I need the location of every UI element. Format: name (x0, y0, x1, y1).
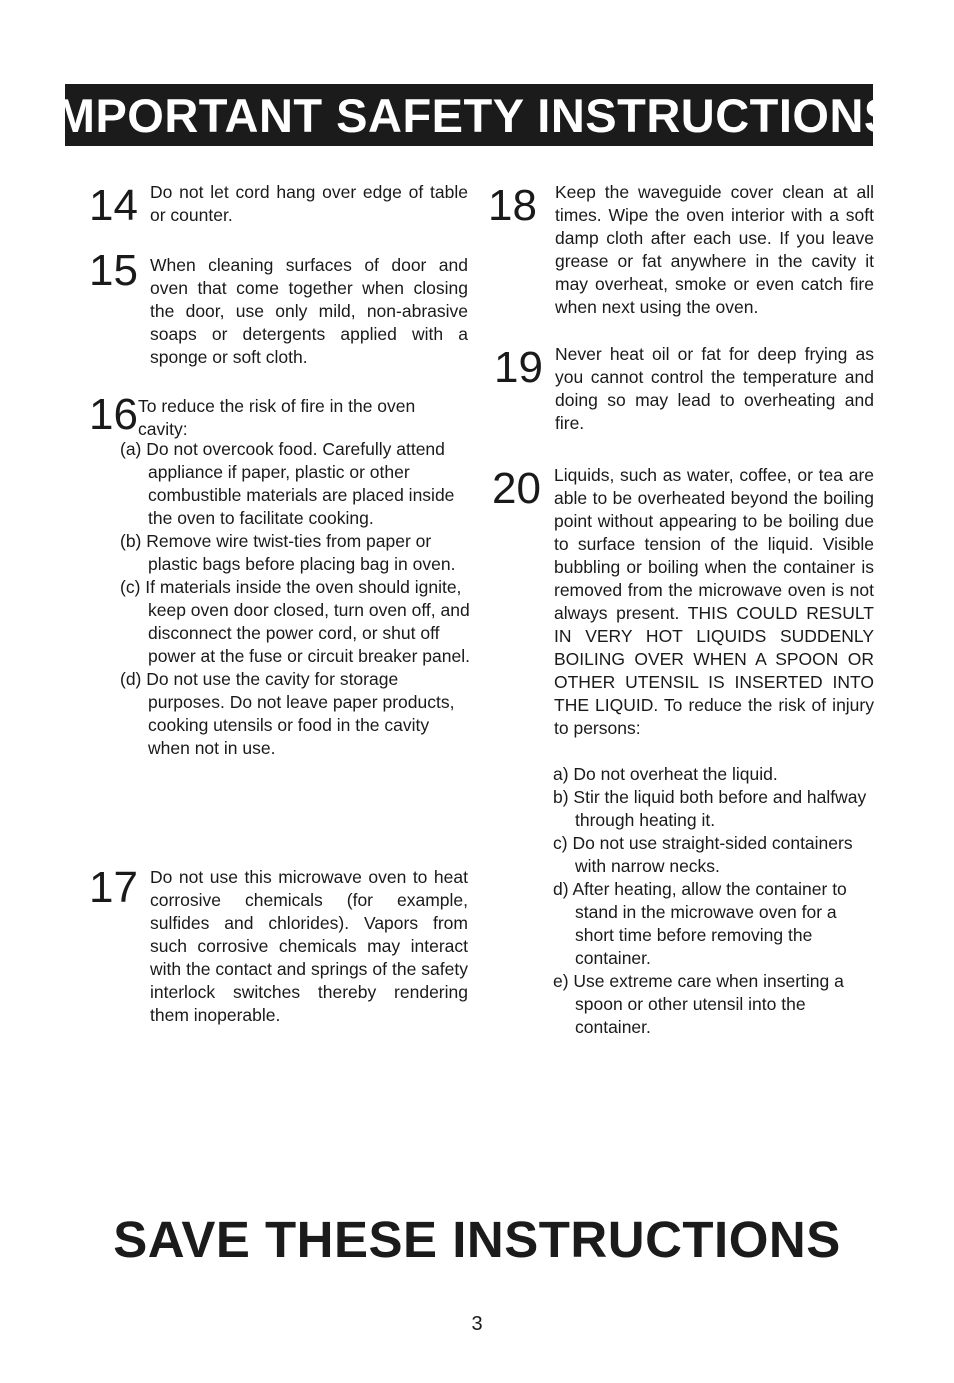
item-number-17: 17 (89, 863, 138, 912)
item-number-19: 19 (494, 343, 543, 392)
item-text-16-line: To reduce the risk of fire in the oven cavity: (138, 396, 416, 439)
item-text-16 (138, 395, 468, 441)
item-number-14: 14 (89, 181, 138, 230)
subitem-20d: d) After heating, allow the container to stand in the microwave oven for a short time before removing the container. (553, 879, 847, 968)
item-16-subitems (120, 438, 470, 760)
item-text-19: Never heat oil or fat for deep frying as you cannot control the temperature and doing so may lead to overheating and fire. (555, 344, 874, 433)
item-text-20: Liquids, such as water, coffee, or tea are able to be overheated beyond the boiling point without appearing to be boiling due to surface tension of the liquid. Visible bubbling or boiling when the container is removed from the microwave oven is not always present. THIS COULD RESULT IN VERY HOT LIQUIDS SUDDENLY BOILING OVER WHEN A SPOON OR OTHER UTENSIL IS INSERTED INTO THE LIQUID. To reduce the risk of injury to persons: (554, 465, 874, 738)
subitem-20b: b) Stir the liquid both before and halfway through heating it. (553, 787, 867, 830)
item-number-18: 18 (488, 181, 537, 230)
item-text-14: Do not let cord hang over edge of table or counter. (150, 182, 468, 225)
save-instructions-heading: SAVE THESE INSTRUCTIONS (113, 1211, 841, 1268)
subitem-16a: (a) Do not overcook food. Carefully attend appliance if paper, plastic or other combustible materials are placed inside the oven to facilitate cooking. (120, 439, 455, 528)
item-20-subitems (553, 763, 878, 1039)
subitem-20a: a) Do not overheat the liquid. (553, 764, 778, 784)
subitem-20e: e) Use extreme care when inserting a spoon or other utensil into the container. (553, 971, 844, 1037)
subitem-16b: (b) Remove wire twist-ties from paper or plastic bags before placing bag in oven. (120, 531, 456, 574)
page-number: 3 (471, 1313, 483, 1335)
item-number-15: 15 (89, 246, 138, 295)
title-banner (42, 84, 896, 146)
item-number-20: 20 (492, 464, 541, 513)
subitem-16d: (d) Do not use the cavity for storage purposes. Do not leave paper products, cooking utensils or food in the cavity when not in use. (120, 669, 455, 758)
subitem-16c: (c) If materials inside the oven should ignite, keep oven door closed, turn oven off, and disconnect the power cord, or shut off power at the fuse or circuit breaker panel. (120, 577, 470, 666)
page-title: IMPORTANT SAFETY INSTRUCTIONS (42, 88, 896, 142)
subitem-20c: c) Do not use straight-sided containers with narrow necks. (553, 833, 853, 876)
item-text-18: Keep the waveguide cover clean at all times. Wipe the oven interior with a soft damp cloth after each use. If you leave grease or fat anywhere in the cavity it may overheat, smoke or even catch fire when next using the oven. (555, 182, 874, 317)
item-number-16: 16 (89, 390, 138, 439)
item-text-15: When cleaning surfaces of door and oven that come together when closing the door, use only mild, non-abrasive soaps or detergents applied with a sponge or soft cloth. (150, 255, 468, 367)
item-text-17: Do not use this microwave oven to heat corrosive chemicals (for example, sulfides and chlorides). Vapors from such corrosive chemicals may interact with the contact and springs of the safety interlock switches thereby rendering them inoperable. (150, 867, 468, 1025)
